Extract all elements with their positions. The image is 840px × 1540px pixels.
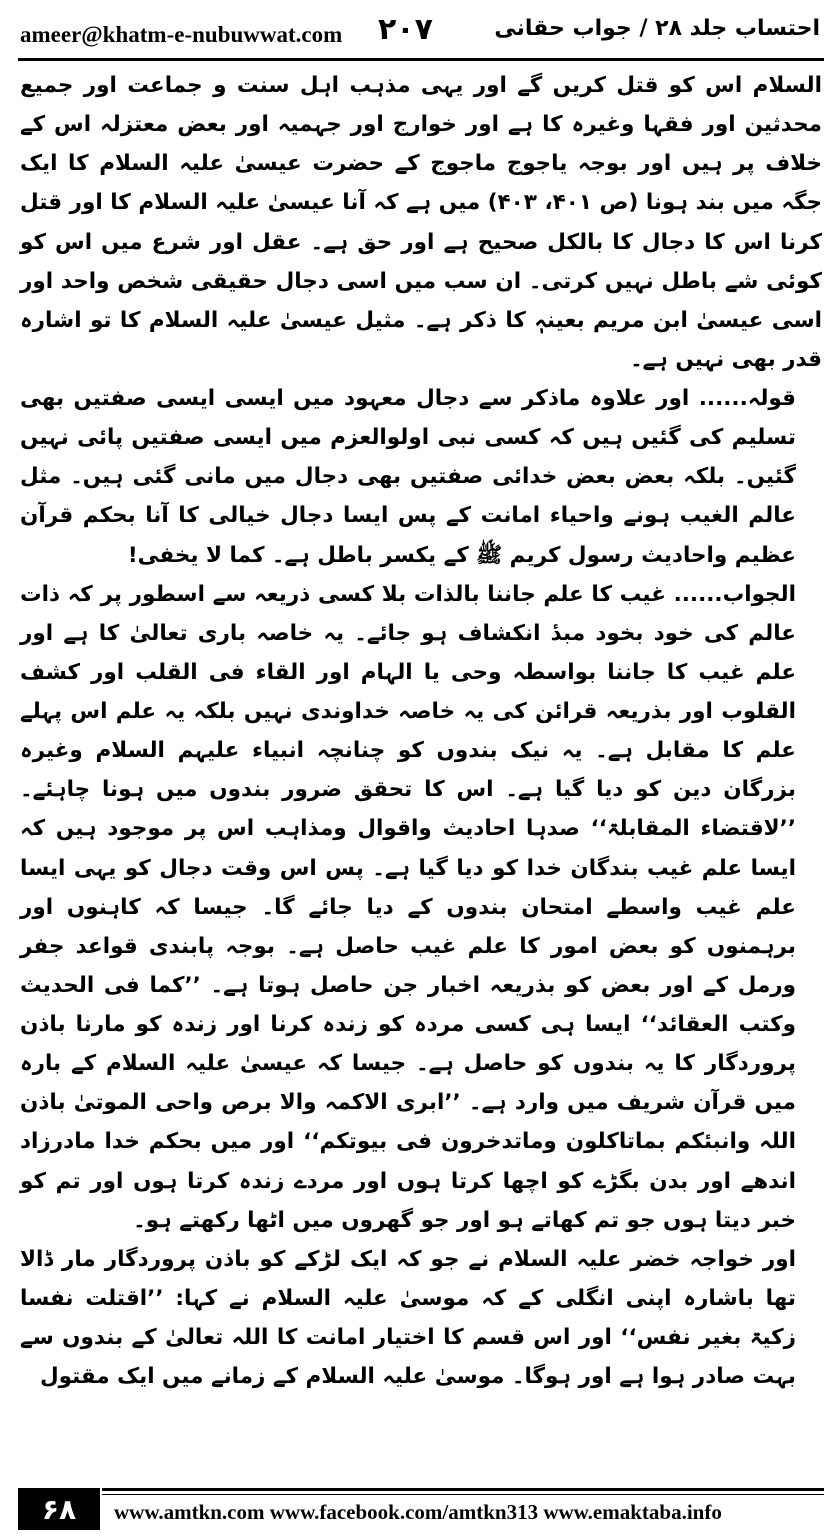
body-text [20, 66, 822, 1396]
header-book-title: احتساب جلد ۲۸ / جواب حقانی [494, 16, 820, 41]
footer-divider-thin [102, 1494, 824, 1495]
footer-divider [102, 1488, 824, 1491]
footer-page-number: ۶۸ [18, 1488, 100, 1530]
header-divider [18, 58, 824, 61]
paragraph-khizr: اور خواجہ خضر علیہ السلام نے جو کہ ایک لڑکے کو باذن پروردگار مار ڈالا تھا باشارہ اپنی انگلی کے کہ موسیٰ علیہ السلام نے کہا: ’’اقتلت نفسا زکیۃ بغیر نفس‘‘ اور اس قسم کا اختیار امانت کا اللہ تعالیٰ کے بندوں سے بہت صادر ہوا ہے اور ہوگا۔ موسیٰ علیہ السلام کے زمانے میں ایک مقتول [20, 1246, 796, 1390]
paragraph-intro: السلام اس کو قتل کریں گے اور یہی مذہب اہل سنت و جماعت اور جمیع محدثین اور فقہا وغیرہ کا ہے اور خوارج اور جہمیہ اور بعض معتزلہ اس کے خلاف پر ہیں اور بوجہ یاجوج ماجوج کے حضرت عیسیٰ علیہ السلام کا ایک جگہ میں بند ہونا (ص ۴۰۱، ۴۰۳) میں ہے کہ آنا عیسیٰ علیہ السلام کا اور قتل کرنا اس کا دجال کا بالکل صحیح ہے اور حق ہے۔ عقل اور شرع میں اس کو کوئی شے باطل نہیں کرتی۔ ان سب میں اسی دجال حقیقی شخص واحد اور اسی عیسیٰ ابن مریم بعینہٖ کا ذکر ہے۔ مثیل عیسیٰ علیہ السلام کا تو اشارہ قدر بھی نہیں ہے۔ [20, 73, 822, 372]
paragraph-answer: الجواب...... غیب کا علم جاننا بالذات بلا کسی ذریعہ سے اسطور پر کہ ذات عالم کی خود بخود مبدٔ انکشاف ہو جائے۔ یہ خاصہ باری تعالیٰ کا ہے اور علم غیب کا جاننا بواسطہ وحی یا الہام اور القاء فی القلب اور کشف القلوب اور بذریعہ قرائن کی یہ خاصہ خداوندی نہیں بلکہ یہ علم اس پہلے علم کا مقابل ہے۔ یہ نیک بندوں کو چنانچہ انبیاء علیہم السلام وغیرہ بزرگان دین کو دیا گیا ہے۔ اس کا تحقق ضرور بندوں میں ہونا چاہئے۔ ’’لاقتضاء المقابلۃ‘‘ صدہا احادیث واقوال ومذاہب اس پر موجود ہیں کہ ایسا علم غیب بندگان خدا کو دیا گیا ہے۔ پس اس وقت دجال کو یہی ایسا علم غیب واسطے امتحان بندوں کے دیا جائے گا۔ جیسا کہ کاہنوں اور برہمنوں کو بعض امور کا علم غیب حاصل ہے۔ بوجہ پابندی قواعد جفر ورمل کے اور بعض کو بذریعہ اخبار جن حاصل ہوتا ہے۔ ’’کما فی الحدیث وکتب العقائد‘‘ ایسا ہی کسی مردہ کو زندہ کرنا اور زندہ کو مارنا باذن پروردگار کا یہ بندوں کو حاصل ہے۔ جیسا کہ عیسیٰ علیہ السلام کے بارہ میں قرآن شریف میں وارد ہے۔ ’’ابری الاکمہ والا برص واحی الموتیٰ باذن اللہ وانبئکم بماتاکلون وماتدخرون فی بیوتکم‘‘ اور میں بحکم خدا مادرزاد اندھے اور بدن بگڑے کو اچھا کرتا ہوں اور مردے زندہ کرتا ہوں اور تم کو خبر دیتا ہوں جو تم کھاتے ہو اور جو گھروں میں اٹھا رکھتے ہو۔ [20, 581, 796, 1233]
page-header [18, 8, 822, 58]
footer-links[interactable]: www.amtkn.com www.facebook.com/amtkn313 www.emaktaba.info [114, 1500, 722, 1524]
page-footer [18, 1488, 824, 1532]
paragraph-qaulahu: قولہ...... اور علاوہ ماذکر سے دجال معہود میں ایسی ایسی صفتیں بھی تسلیم کی گئیں ہیں کہ کسی نبی اولوالعزم میں ایسی صفتیں پائی نہیں گئیں۔ بلکہ بعض بعض خدائی صفتیں بھی دجال میں مانی گئی ہیں۔ مثل عالم الغیب ہونے واحیاء امانت کے پس ایسا دجال خیالی کا آنا بحکم قرآن عظیم واحادیث رسول کریم ﷺ کے یکسر باطل ہے۔ کما لا یخفی! [20, 386, 796, 568]
header-email: ameer@khatm-e-nubuwwat.com [20, 22, 343, 47]
header-page-number: ۲۰۷ [378, 12, 433, 47]
